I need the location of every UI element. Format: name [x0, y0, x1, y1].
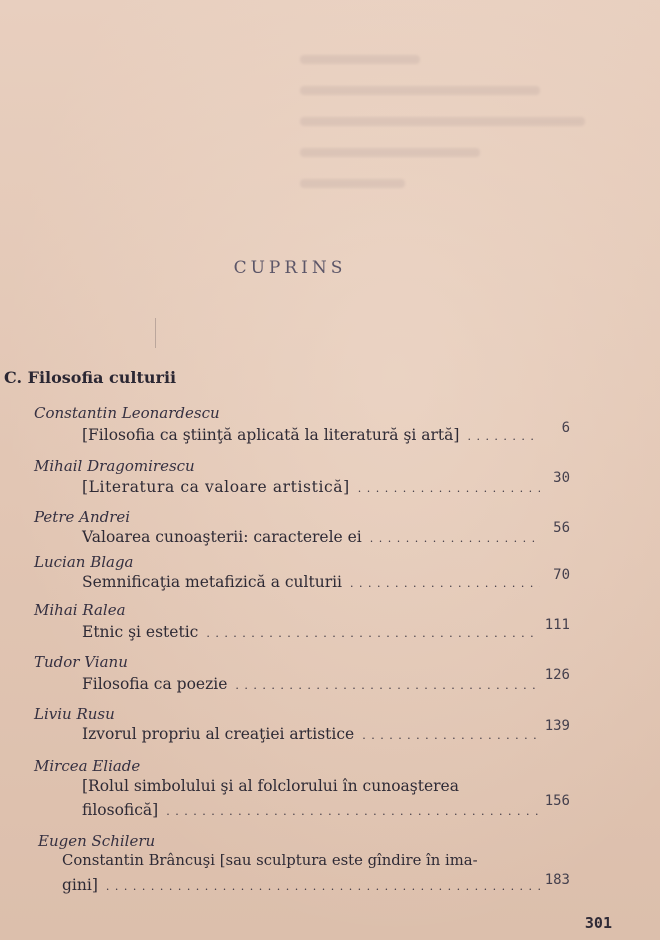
entry-title: [Literatura ca valoare artistică]: [82, 478, 350, 496]
entry-title: Filosofia ca poezie: [82, 675, 228, 693]
entry-title-line: [82, 573, 540, 591]
page-title: CUPRINS: [233, 258, 347, 278]
entry-author: Tudor Vianu: [34, 653, 128, 671]
paper-mark: [155, 318, 156, 348]
entry-author: Lucian Blaga: [34, 553, 134, 571]
entry-title-line: [82, 725, 540, 743]
entry-title: [Filosofia ca ştiinţă aplicată la literatură şi artă]: [82, 426, 460, 444]
page-number: 301: [584, 914, 612, 932]
entry-page: 126: [544, 667, 570, 683]
entry-page: 6: [561, 420, 570, 436]
section-heading: C. Filosofia culturii: [4, 368, 177, 387]
entry-title-line: [82, 675, 540, 693]
entry-title-cont: filosofică]: [82, 801, 159, 819]
entry-author: Mircea Eliade: [34, 757, 141, 775]
entry-page: 183: [544, 872, 570, 888]
entry-title-line: [82, 528, 540, 546]
entry-title: Valoarea cunoaşterii: caracterele ei: [82, 528, 362, 546]
entry-title-line: [82, 426, 540, 444]
entry-title-cont: gini]: [62, 876, 98, 894]
entry-title-line: [82, 478, 540, 496]
entry-title: [Rolul simbolului şi al folclorului în cunoaşterea: [82, 777, 459, 795]
entry-page: 56: [553, 520, 570, 536]
entry-page: 70: [553, 567, 570, 583]
leader-dots: [106, 880, 540, 893]
entry-page: 139: [544, 718, 570, 734]
entry-page: 156: [544, 793, 570, 809]
entry-author: Mihai Ralea: [34, 601, 126, 619]
leader-dots: [206, 627, 540, 640]
leader-dots: [166, 805, 540, 818]
entry-title-line: [82, 777, 540, 795]
entry-author: Petre Andrei: [34, 508, 131, 526]
entry-title-line-continued: [82, 801, 540, 819]
entry-author: Constantin Leonardescu: [34, 404, 220, 422]
entry-title: Semnificaţia metafizică a culturii: [82, 573, 343, 591]
entry-title: Izvorul propriu al creaţiei artistice: [82, 725, 355, 743]
entry-page: 30: [553, 470, 570, 486]
entry-author: Mihail Dragomirescu: [34, 457, 195, 475]
leader-dots: [235, 679, 540, 692]
entry-author: Eugen Schileru: [38, 832, 156, 850]
entry-title: Constantin Brâncuşi [sau sculptura este gîndire în ima-: [62, 852, 478, 869]
entry-title-line: [82, 623, 540, 641]
entry-title-line: [62, 852, 540, 869]
entry-author: Liviu Rusu: [34, 705, 115, 723]
show-through-text: [300, 55, 600, 225]
entry-title-line-continued: [62, 876, 540, 894]
entry-page: 111: [544, 617, 570, 633]
entry-title: Etnic şi estetic: [82, 623, 199, 641]
